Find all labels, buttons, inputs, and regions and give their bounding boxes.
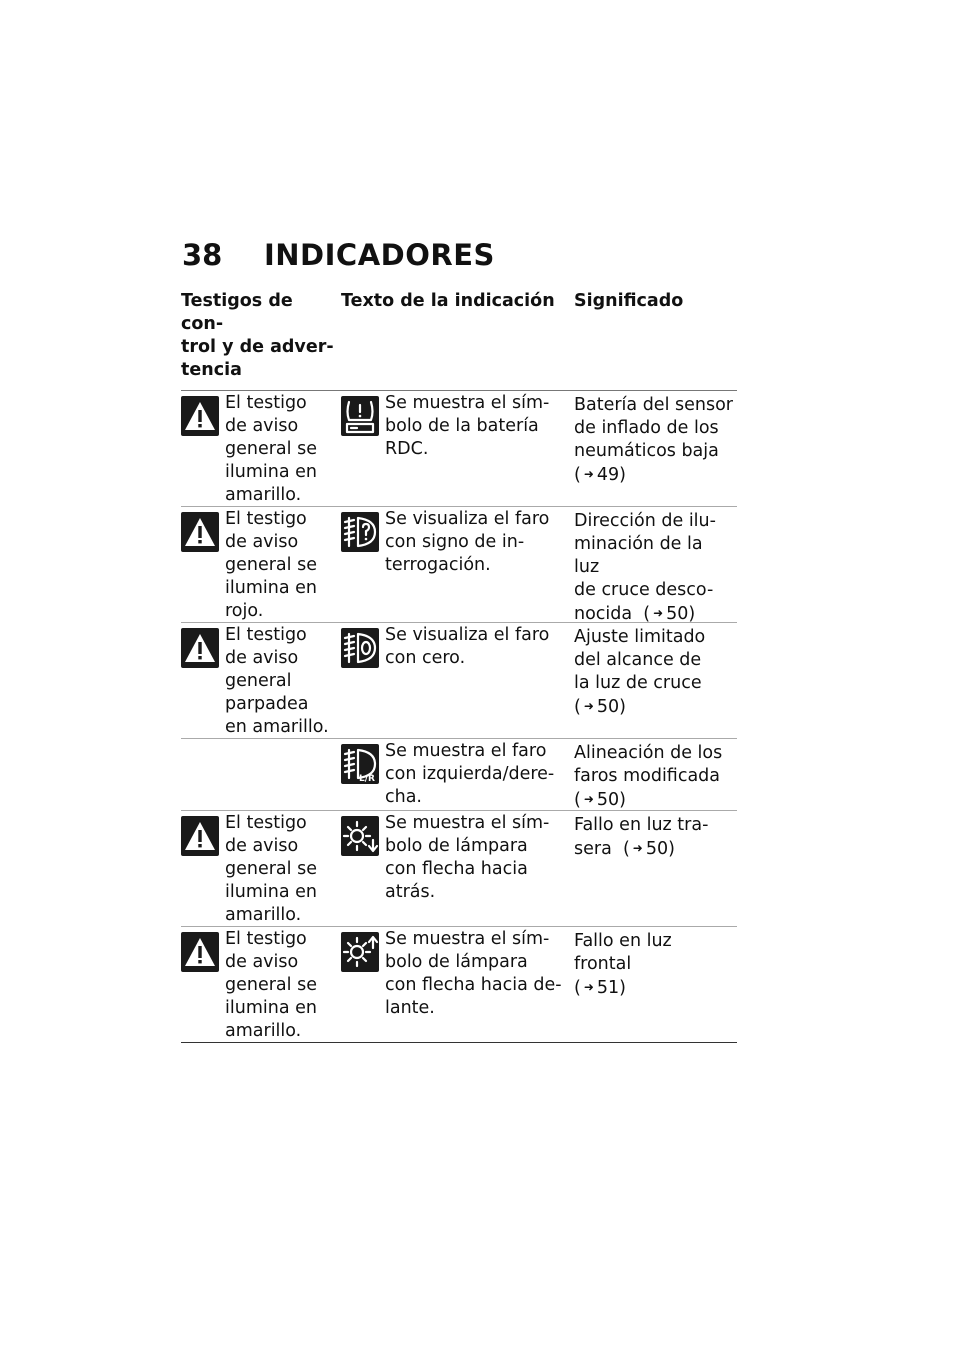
text-line: bolo de lámpara <box>385 836 528 856</box>
meaning-cell <box>574 739 737 810</box>
page-reference[interactable]: 50) <box>645 839 675 859</box>
table-body <box>181 391 737 1043</box>
text-line: rojo. <box>225 601 264 621</box>
text-line: El testigo <box>225 625 307 645</box>
page-reference[interactable]: 49) <box>596 465 626 485</box>
meaning-text <box>574 624 737 738</box>
display-text <box>385 392 574 506</box>
text-line: Se visualiza el faro <box>385 625 550 645</box>
text-line: bolo de lámpara <box>385 952 528 972</box>
text-line: sera ( ➜ 50) <box>574 839 675 859</box>
display-text-cell <box>341 623 574 738</box>
text-line: Se muestra el faro <box>385 741 547 761</box>
page-reference-arrow-icon: ➜ <box>583 980 594 994</box>
display-text <box>385 740 574 810</box>
warning-triangle-icon <box>181 816 219 856</box>
text-line: la luz de cruce <box>574 673 702 693</box>
text-line: Fallo en luz frontal <box>574 931 672 974</box>
table-row <box>181 927 737 1043</box>
meaning-cell <box>574 391 737 506</box>
display-text-cell <box>341 739 574 810</box>
warning-triangle-icon <box>181 628 219 668</box>
text-line: atrás. <box>385 882 436 902</box>
text-line: ( ➜ 49) <box>574 465 626 485</box>
text-line: general se <box>225 555 317 575</box>
meaning-text <box>574 928 737 1042</box>
table-row <box>181 507 737 623</box>
display-text-cell <box>341 927 574 1042</box>
text-line: minación de la luz <box>574 534 703 577</box>
display-text <box>385 624 574 738</box>
warning-light-cell <box>181 623 341 738</box>
section-title: INDICADORES <box>264 238 495 272</box>
text-line: con flecha hacia <box>385 859 528 879</box>
tire-pressure-sensor-battery-icon <box>341 396 379 436</box>
column-header-display-text: Texto de la indicación <box>341 291 555 311</box>
text-line: con izquierda/dere- <box>385 764 555 784</box>
meaning-text <box>574 740 737 810</box>
display-text <box>385 928 574 1042</box>
indicator-table <box>181 290 737 1043</box>
text-line: ilumina en <box>225 882 317 902</box>
text-line: general <box>225 671 292 691</box>
text-line: ( ➜ 51) <box>574 978 626 998</box>
text-line: ilumina en <box>225 462 317 482</box>
meaning-cell <box>574 623 737 738</box>
page-reference[interactable]: 50) <box>596 697 626 717</box>
table-row <box>181 739 737 811</box>
table-row <box>181 391 737 507</box>
text-line: ( ➜ 50) <box>574 790 626 810</box>
page-reference[interactable]: 51) <box>596 978 626 998</box>
text-line: lante. <box>385 998 435 1018</box>
text-line: Se visualiza el faro <box>385 509 550 529</box>
text-line: en amarillo. <box>225 717 329 737</box>
display-text-cell <box>341 811 574 926</box>
text-line: neumáticos baja <box>574 441 719 461</box>
page-number: 38 <box>182 238 223 272</box>
text-line: RDC. <box>385 439 429 459</box>
table-row <box>181 623 737 739</box>
warning-light-text <box>225 928 341 1042</box>
page-reference-arrow-icon: ➜ <box>583 467 594 481</box>
text-line: con signo de in- <box>385 532 525 552</box>
text-line: Batería del sensor <box>574 395 733 415</box>
warning-triangle-icon <box>181 396 219 436</box>
warning-triangle-icon <box>181 512 219 552</box>
warning-light-cell <box>181 811 341 926</box>
text-line: ilumina en <box>225 578 317 598</box>
text-line: amarillo. <box>225 1021 302 1041</box>
lamp-arrow-rear-icon <box>341 816 379 856</box>
warning-triangle-icon <box>181 932 219 972</box>
text-line: parpadea <box>225 694 309 714</box>
meaning-cell <box>574 927 737 1042</box>
page-reference-arrow-icon: ➜ <box>583 792 594 806</box>
text-line: Se muestra el sím- <box>385 813 550 833</box>
warning-light-text <box>225 392 341 506</box>
headlight-left-right-icon <box>341 744 379 784</box>
text-line: cha. <box>385 787 422 807</box>
text-line: amarillo. <box>225 905 302 925</box>
warning-light-cell <box>181 927 341 1042</box>
column-header-meaning: Significado <box>574 291 684 311</box>
page-reference-arrow-icon: ➜ <box>653 606 664 620</box>
text-line: de aviso <box>225 836 299 856</box>
column-header-warning-lights: Testigos de con- trol y de adver- tencia <box>181 291 334 380</box>
warning-light-cell <box>181 507 341 622</box>
text-line: general se <box>225 975 317 995</box>
table-row <box>181 811 737 927</box>
text-line: Ajuste limitado <box>574 627 706 647</box>
text-line: nocida ( ➜ 50) <box>574 604 696 624</box>
text-line: de aviso <box>225 532 299 552</box>
warning-light-text <box>225 812 341 926</box>
text-line: de inflado de los <box>574 418 719 438</box>
text-line: de aviso <box>225 952 299 972</box>
headlight-zero-icon <box>341 628 379 668</box>
lamp-arrow-front-icon <box>341 932 379 972</box>
headlight-question-icon <box>341 512 379 552</box>
text-line: con flecha hacia de- <box>385 975 562 995</box>
text-line: El testigo <box>225 509 307 529</box>
text-line: terrogación. <box>385 555 491 575</box>
meaning-cell <box>574 811 737 926</box>
page-reference[interactable]: 50) <box>666 604 696 624</box>
text-line: El testigo <box>225 929 307 949</box>
display-text-cell <box>341 391 574 506</box>
warning-light-text <box>225 508 341 622</box>
text-line: ilumina en <box>225 998 317 1018</box>
warning-light-text <box>225 624 341 738</box>
display-text-cell <box>341 507 574 622</box>
text-line: general se <box>225 439 317 459</box>
text-line: Dirección de ilu- <box>574 511 716 531</box>
text-line: general se <box>225 859 317 879</box>
meaning-text <box>574 812 737 926</box>
meaning-text <box>574 392 737 506</box>
text-line: con cero. <box>385 648 466 668</box>
text-line: de aviso <box>225 648 299 668</box>
text-line: faros modificada <box>574 766 721 786</box>
meaning-text <box>574 508 737 622</box>
page-reference[interactable]: 50) <box>596 790 626 810</box>
text-line: El testigo <box>225 393 307 413</box>
page-reference-arrow-icon: ➜ <box>632 841 643 855</box>
text-line: Fallo en luz tra- <box>574 815 709 835</box>
text-line: Se muestra el sím- <box>385 393 550 413</box>
svg-text:L/R: L/R <box>359 774 375 784</box>
text-line: amarillo. <box>225 485 302 505</box>
text-line: El testigo <box>225 813 307 833</box>
text-line: Alineación de los <box>574 743 723 763</box>
meaning-cell <box>574 507 737 622</box>
text-line: Se muestra el sím- <box>385 929 550 949</box>
text-line: ( ➜ 50) <box>574 697 626 717</box>
warning-light-cell <box>181 391 341 506</box>
text-line: del alcance de <box>574 650 702 670</box>
text-line: de cruce desco- <box>574 580 714 600</box>
display-text <box>385 812 574 926</box>
table-header <box>181 290 737 391</box>
page-header <box>182 238 495 272</box>
text-line: bolo de la batería <box>385 416 539 436</box>
page-reference-arrow-icon: ➜ <box>583 699 594 713</box>
text-line: de aviso <box>225 416 299 436</box>
display-text <box>385 508 574 622</box>
warning-light-cell <box>181 739 341 810</box>
